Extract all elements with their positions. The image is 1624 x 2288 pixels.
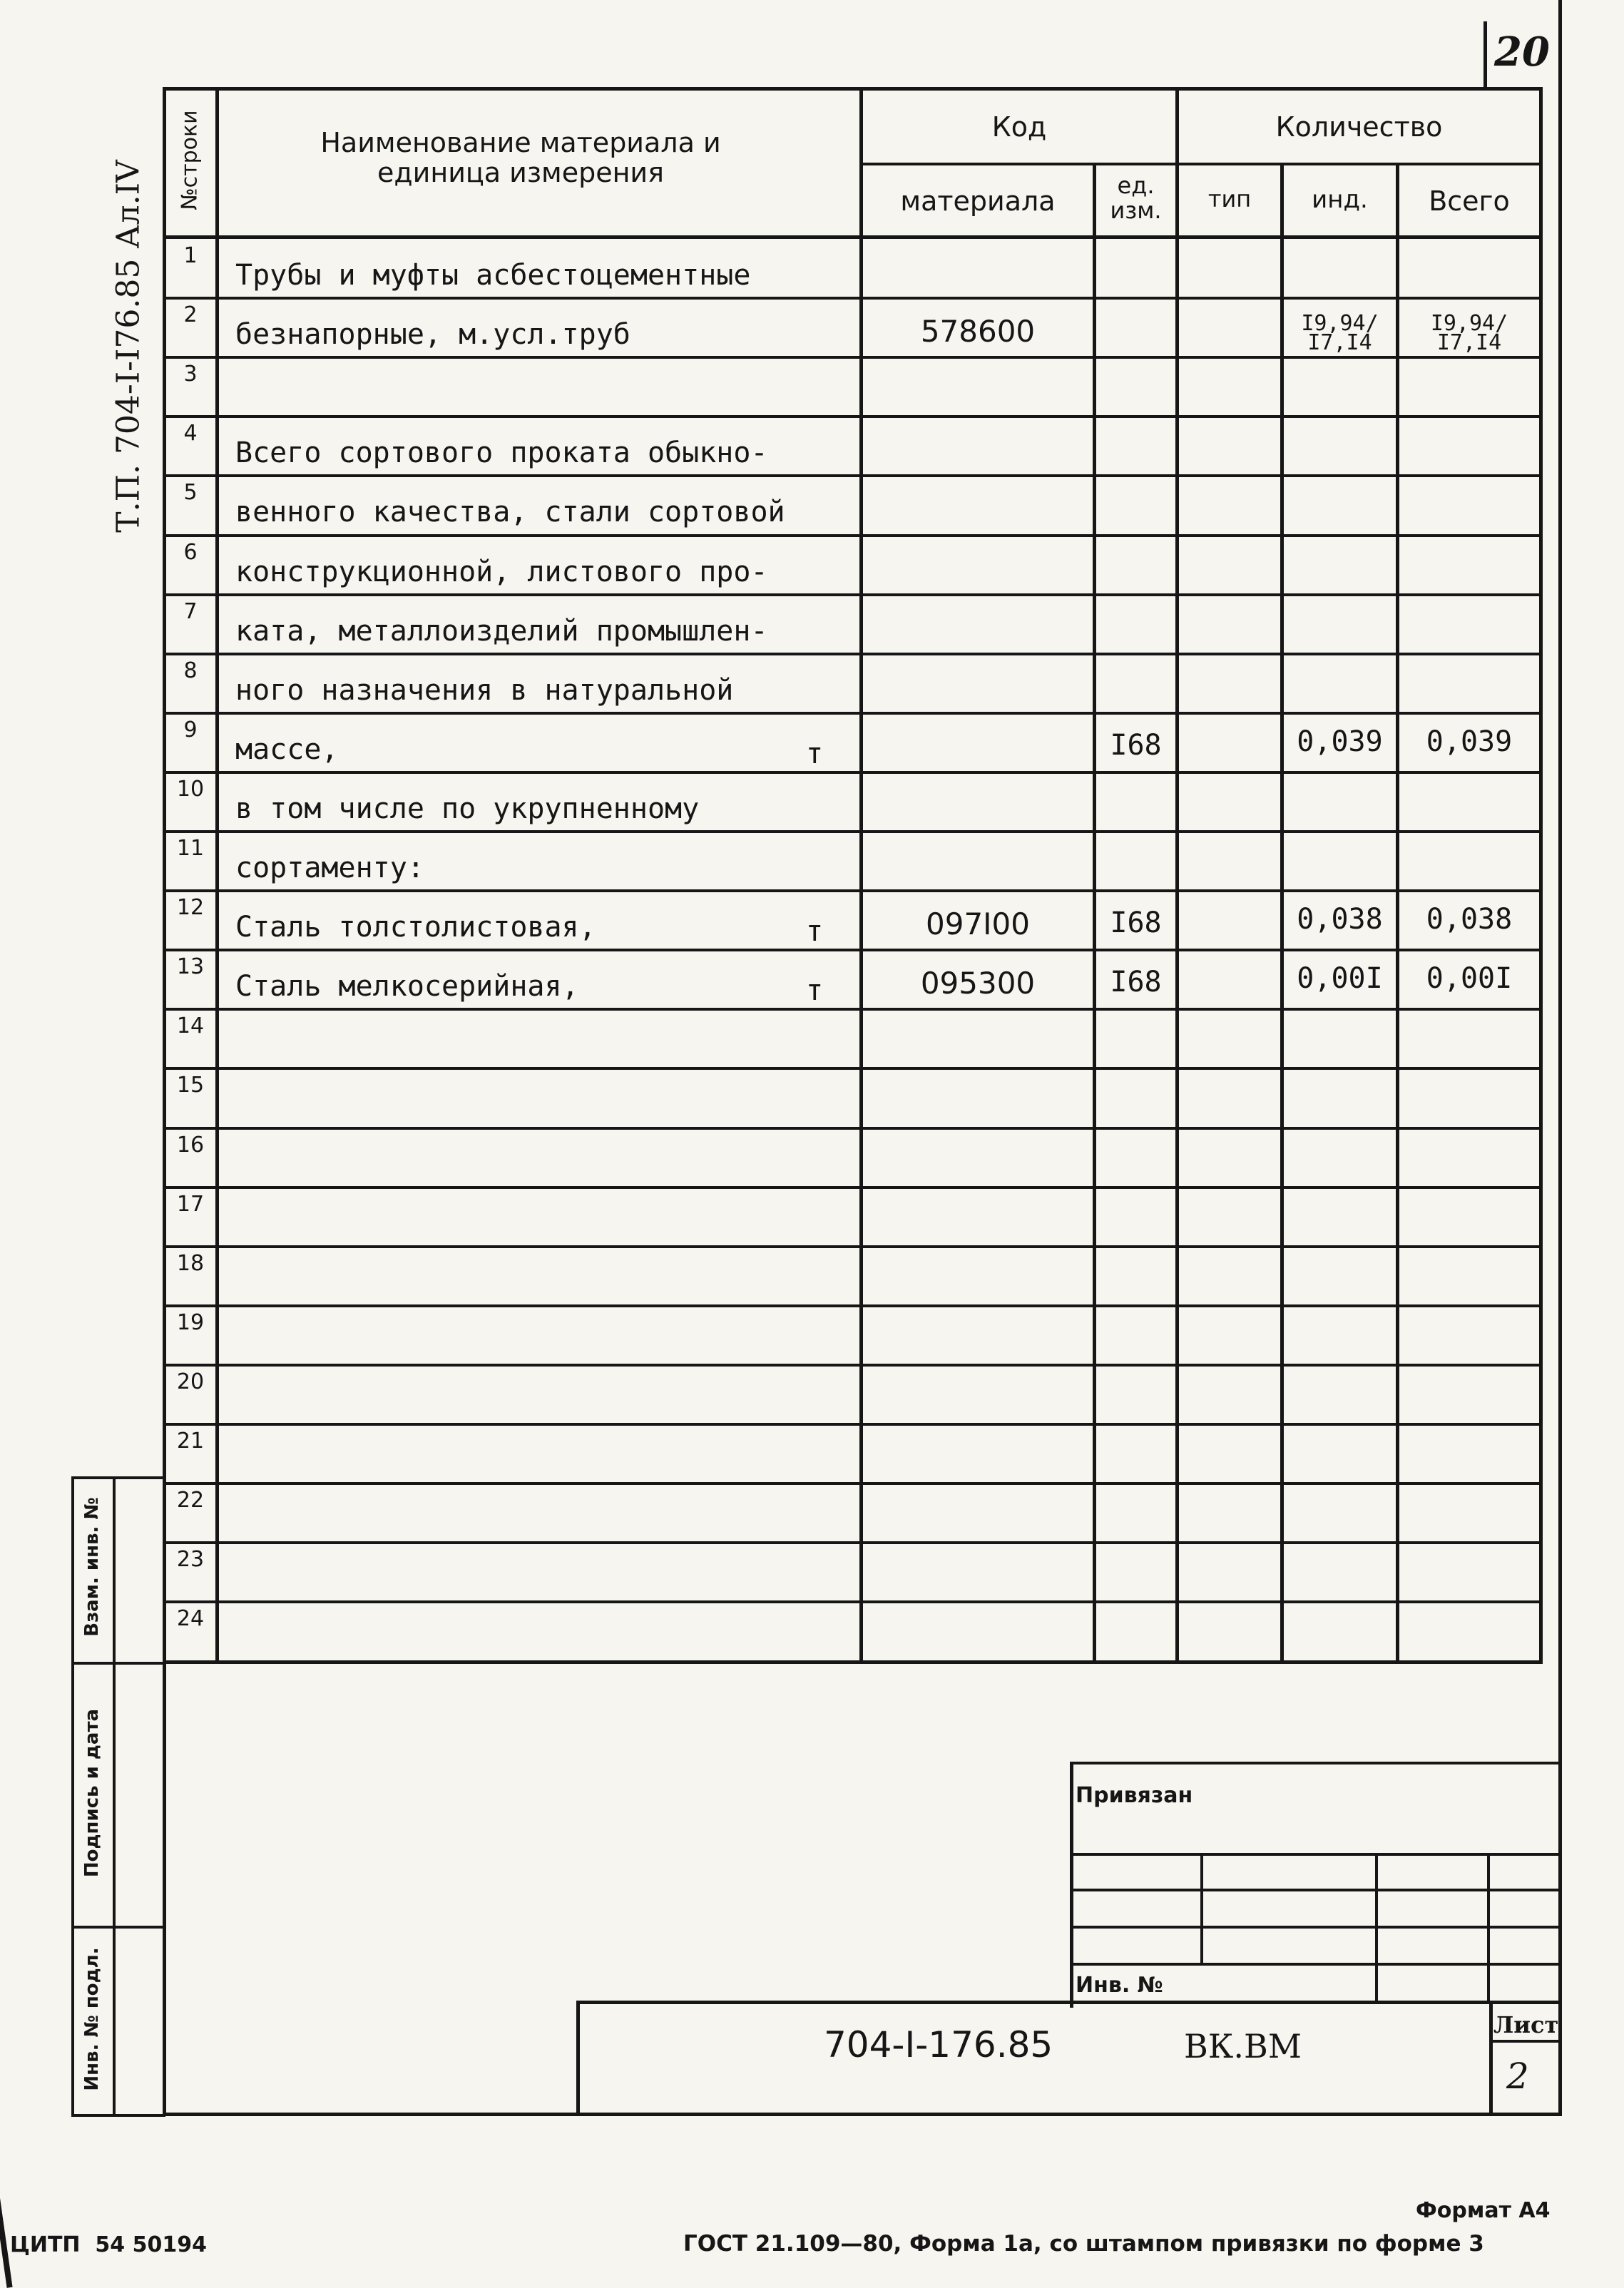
title-block-divider <box>1489 2001 1493 2116</box>
material-name: ного назначения в натуральной <box>235 674 734 707</box>
podpis-wrap <box>71 1665 113 1926</box>
header-total: Всего <box>1429 185 1510 217</box>
row-number: 8 <box>183 658 198 683</box>
row-number: 3 <box>183 362 198 387</box>
row-line <box>163 1127 1543 1130</box>
row-number: 9 <box>183 717 198 742</box>
header-quantity-group: Количество <box>1275 111 1443 143</box>
quantity-total: I9,94/ I7,I4 <box>1430 311 1508 355</box>
material-name: ката, металлоизделий промышлен- <box>235 615 768 648</box>
row-line <box>163 1423 1543 1426</box>
header-row-number-label: №строки <box>177 110 203 210</box>
row-number: 13 <box>176 954 205 979</box>
side-label-wrap <box>100 114 157 585</box>
row-line <box>163 949 1543 951</box>
unit-suffix: т <box>806 974 824 1007</box>
privyazan-label: Привязан <box>1076 1783 1193 1808</box>
row-line <box>163 356 1543 359</box>
table-bottom <box>163 1660 1543 1664</box>
material-name: безнапорные, м.усл.труб <box>235 318 630 351</box>
row-number: 20 <box>176 1369 205 1394</box>
material-name: Всего сортового проката обыкно- <box>235 436 768 469</box>
quantity-total: 0,039 <box>1426 725 1513 758</box>
row-line <box>163 771 1543 774</box>
stamp-line <box>1070 1762 1562 1764</box>
inv-podl-label: Инв. № подл. <box>81 1947 103 2091</box>
row-line <box>163 1364 1543 1367</box>
doc-mark: ВК.ВМ <box>1184 2027 1302 2065</box>
header-material-code: материала <box>900 185 1056 217</box>
material-code: 097I00 <box>926 906 1030 941</box>
row-number: 22 <box>176 1488 205 1513</box>
material-name: в том числе по укрупненному <box>235 792 700 825</box>
row-line <box>163 1482 1543 1485</box>
frame-line <box>1558 0 1562 2116</box>
title-block-left <box>576 2001 580 2116</box>
row-line <box>163 1008 1543 1011</box>
row-line <box>163 653 1543 655</box>
row-line <box>163 593 1543 596</box>
row-number: 16 <box>176 1133 205 1158</box>
material-name: сортаменту: <box>235 852 424 884</box>
row-number: 12 <box>176 895 205 920</box>
quantity-ind: 0,039 <box>1297 725 1383 758</box>
header-subdivider-right <box>1175 163 1543 165</box>
row-number: 17 <box>176 1192 205 1217</box>
header-type: тип <box>1207 185 1252 213</box>
row-line <box>163 1541 1543 1544</box>
unit-suffix: т <box>806 737 824 770</box>
doc-code: 704-I-176.85 <box>824 2024 1053 2065</box>
row-number: 23 <box>176 1547 205 1572</box>
sheet-number: 2 <box>1506 2055 1529 2097</box>
material-name: конструкционной, листового про- <box>235 556 768 588</box>
row-number: 4 <box>183 421 198 446</box>
podpis-label: Подпись и дата <box>81 1708 103 1878</box>
row-line <box>163 712 1543 715</box>
row-line <box>163 1304 1543 1307</box>
title-block-top <box>576 2001 1562 2004</box>
sheet-corner-number: 20 <box>1494 29 1550 76</box>
corner-box-line <box>1483 21 1487 89</box>
row-number: 14 <box>176 1013 205 1038</box>
table-right <box>1539 87 1543 1663</box>
material-name: венного качества, стали сортовой <box>235 496 785 528</box>
unit-code: I68 <box>1110 966 1162 999</box>
row-number: 15 <box>176 1073 205 1098</box>
table-top <box>163 87 1543 91</box>
col-line <box>1175 87 1179 1663</box>
row-number: 18 <box>176 1251 205 1276</box>
row-number: 10 <box>176 777 205 802</box>
header-unit: ед. изм. <box>1110 172 1162 225</box>
material-name: Сталь толстолистовая, <box>235 911 596 944</box>
row-number: 6 <box>183 540 198 565</box>
header-divider <box>163 235 1543 239</box>
sheet-label: Лист <box>1493 2011 1559 2038</box>
stamp-line <box>1375 1853 1378 2003</box>
row-line <box>163 297 1543 300</box>
quantity-total: 0,038 <box>1426 903 1513 936</box>
header-code-group: Код <box>991 111 1047 143</box>
row-number: 21 <box>176 1429 205 1454</box>
row-line <box>163 474 1543 477</box>
material-name: Сталь мелкосерийная, <box>235 970 579 1003</box>
footer-left: ЦИТП 54 50194 <box>10 2232 207 2257</box>
frame-line <box>163 2113 1562 2116</box>
unit-code: I68 <box>1110 729 1162 762</box>
row-line <box>163 889 1543 892</box>
row-line <box>163 534 1543 537</box>
row-number: 24 <box>176 1606 205 1631</box>
material-name: массе, <box>235 733 339 766</box>
stamp-line <box>1070 1762 1073 2008</box>
vzam-wrap <box>71 1476 113 1662</box>
inv-no-label: Инв. № <box>1076 1973 1163 1998</box>
row-number: 7 <box>183 599 198 624</box>
footer-standard: ГОСТ 21.109—80, Форма 1а, со штампом привязки по форме 3 <box>683 2231 1484 2257</box>
quantity-ind: I9,94/ I7,I4 <box>1301 311 1379 355</box>
row-line <box>163 415 1543 418</box>
row-line <box>163 1600 1543 1603</box>
quantity-ind: 0,038 <box>1297 903 1383 936</box>
inv-podl-wrap <box>71 1929 113 2113</box>
quantity-total: 0,00I <box>1426 962 1513 995</box>
unit-suffix: т <box>806 915 824 948</box>
row-line <box>163 1245 1543 1248</box>
row-line <box>163 830 1543 833</box>
vzam-label: Взам. инв. № <box>81 1497 103 1637</box>
row-number: 19 <box>176 1310 205 1335</box>
header-name: Наименование материала и единица измерения <box>320 127 721 188</box>
row-number: 11 <box>176 836 205 861</box>
quantity-ind: 0,00I <box>1297 962 1383 995</box>
left-stamp-divider <box>113 1476 116 2114</box>
row-line <box>163 1186 1543 1189</box>
col-line <box>215 87 219 1663</box>
header-individual: инд. <box>1312 185 1368 214</box>
title-block-divider <box>1489 2040 1562 2043</box>
row-number: 1 <box>183 243 198 268</box>
material-code: 095300 <box>920 966 1036 1001</box>
row-line <box>163 1067 1543 1070</box>
stamp-line <box>1487 1853 1490 2003</box>
format-label: Формат А4 <box>1416 2198 1551 2223</box>
material-code: 578600 <box>920 314 1036 349</box>
row-number: 2 <box>183 302 198 327</box>
header-row-number <box>165 87 215 235</box>
material-name: Трубы и муфты асбестоцементные <box>235 259 751 292</box>
stamp-line <box>1200 1853 1203 1966</box>
unit-code: I68 <box>1110 906 1162 939</box>
side-label: Т.П. 704-I-I76.85 Ал.IV <box>110 160 147 533</box>
row-number: 5 <box>183 480 198 505</box>
